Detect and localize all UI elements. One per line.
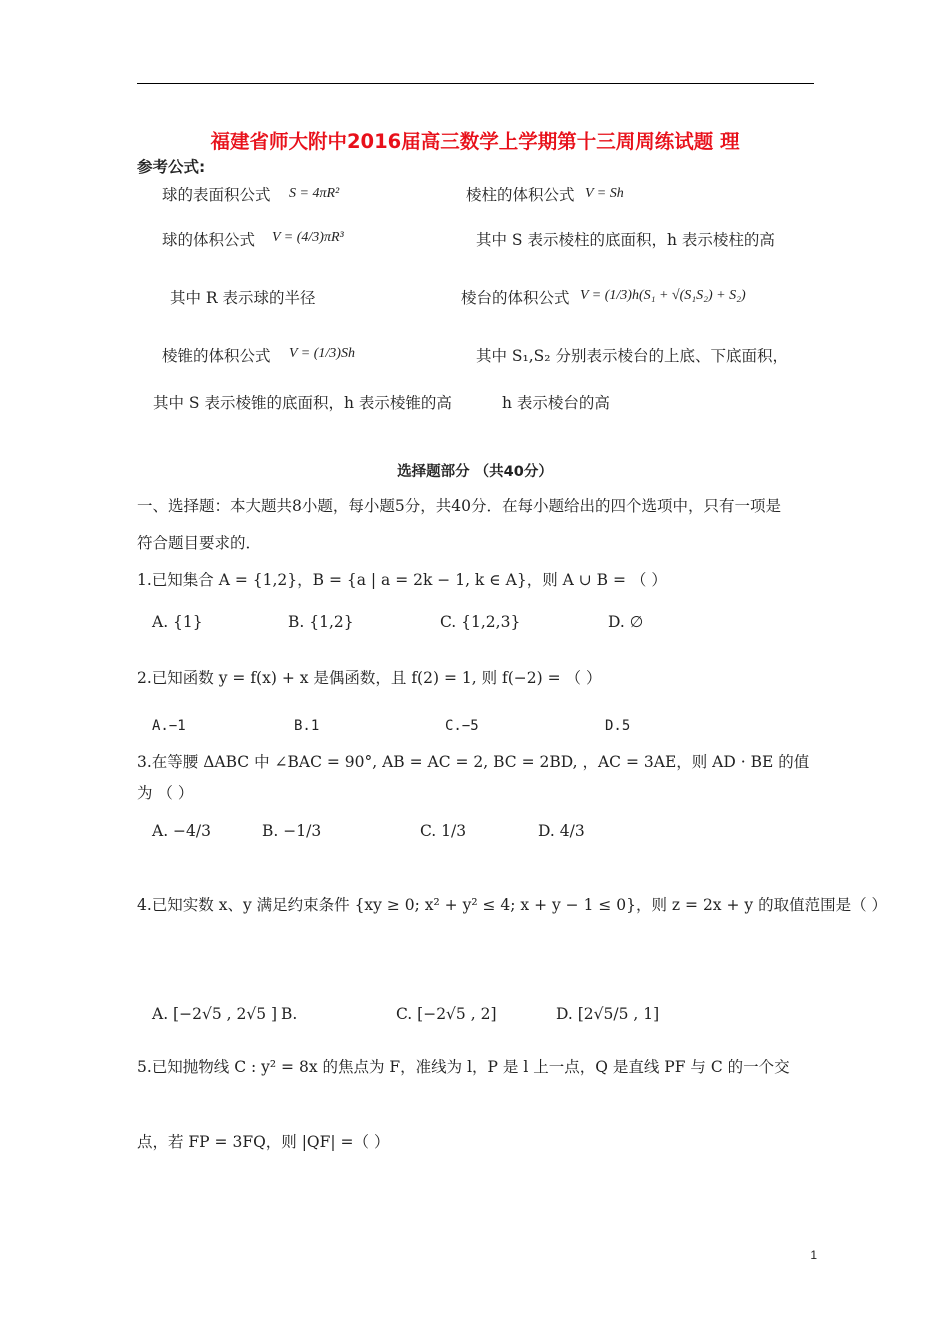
question-3-option-b: B. −1/3	[262, 822, 322, 840]
page-title: 福建省师大附中2016届高三数学上学期第十三周周练试题 理	[210, 130, 740, 153]
question-4-stem: 4.已知实数 x、y 满足约束条件 {xy ≥ 0; x² + y² ≤ 4; x + y − 1 ≤ 0}，则 z = 2x + y 的取值范围是（ ）	[137, 896, 887, 914]
sphere-note: 其中 R 表示球的半径	[170, 289, 316, 307]
formula-heading: 参考公式:	[137, 158, 206, 176]
question-1-option-b: B. {1,2}	[288, 613, 354, 631]
section-intro-line2: 符合题目要求的．	[137, 534, 262, 552]
question-2-stem: 2.已知函数 y = f(x) + x 是偶函数，且 f(2) = 1, 则 f(−2) = （ ）	[137, 669, 602, 687]
question-1-option-c: C. {1,2,3}	[440, 613, 521, 631]
question-2-option-b: B.1	[294, 718, 320, 734]
question-2-option-a: A.−1	[152, 718, 186, 734]
sphere-surface-label: 球的表面积公式	[162, 186, 271, 204]
question-5-stem-line2: 点，若 FP = 3FQ，则 |QF| =（ ）	[137, 1133, 390, 1151]
question-3-option-c: C. 1/3	[420, 822, 467, 840]
question-1-option-d: D. ∅	[608, 613, 644, 631]
section-heading: 选择题部分 （共40分）	[397, 464, 553, 480]
question-3-stem-line2: 为 （ ）	[137, 784, 194, 802]
sphere-volume-formula: V = (4/3)πR³	[272, 230, 344, 245]
question-5-stem-line1: 5.已知抛物线 C : y² = 8x 的焦点为 F，准线为 l，P 是 l 上一点，Q 是直线 PF 与 C 的一个交	[137, 1058, 790, 1076]
page-number: 1	[810, 1248, 817, 1262]
question-3-option-a: A. −4/3	[152, 822, 211, 840]
question-4-option-b: B.	[281, 1005, 298, 1023]
top-rule	[137, 83, 814, 84]
question-4-option-c: C. [−2√5 , 2]	[396, 1005, 497, 1023]
prism-volume-formula: V = Sh	[585, 186, 624, 201]
question-2-option-c: C.−5	[445, 718, 479, 734]
frustum-volume-label: 棱台的体积公式	[461, 289, 570, 307]
frustum-height-note: h 表示棱台的高	[502, 394, 610, 412]
sphere-surface-formula: S = 4πR²	[289, 186, 340, 201]
question-2-option-d: D.5	[605, 718, 631, 734]
question-4-option-d: D. [2√5/5 , 1]	[556, 1005, 660, 1023]
pyramid-note: 其中 S 表示棱锥的底面积，h 表示棱锥的高	[153, 394, 452, 412]
section-intro-line1: 一、选择题：本大题共8小题，每小题5分，共40分．在每小题给出的四个选项中，只有一项是	[137, 497, 781, 515]
question-1-option-a: A. {1}	[152, 613, 203, 631]
prism-volume-label: 棱柱的体积公式	[466, 186, 575, 204]
question-1-stem: 1.已知集合 A = {1,2}，B = {a | a = 2k − 1, k ∈ A}，则 A ∪ B = （ ）	[137, 571, 667, 589]
pyramid-volume-formula: V = (1/3)Sh	[289, 346, 355, 361]
question-4-option-a: A. [−2√5 , 2√5 ]	[152, 1005, 278, 1023]
pyramid-volume-label: 棱锥的体积公式	[162, 347, 271, 365]
frustum-note: 其中 S₁,S₂ 分别表示棱台的上底、下底面积，	[476, 347, 788, 365]
question-3-stem-line1: 3.在等腰 ΔABC 中 ∠BAC = 90°, AB = AC = 2, BC = 2BD, ，AC = 3AE，则 AD · BE 的值	[137, 753, 810, 771]
prism-note: 其中 S 表示棱柱的底面积，h 表示棱柱的高	[476, 231, 775, 249]
sphere-volume-label: 球的体积公式	[162, 231, 256, 249]
frustum-volume-formula: V = (1/3)h(S₁ + √(S₁S₂) + S₂)	[580, 288, 746, 303]
question-3-option-d: D. 4/3	[538, 822, 585, 840]
